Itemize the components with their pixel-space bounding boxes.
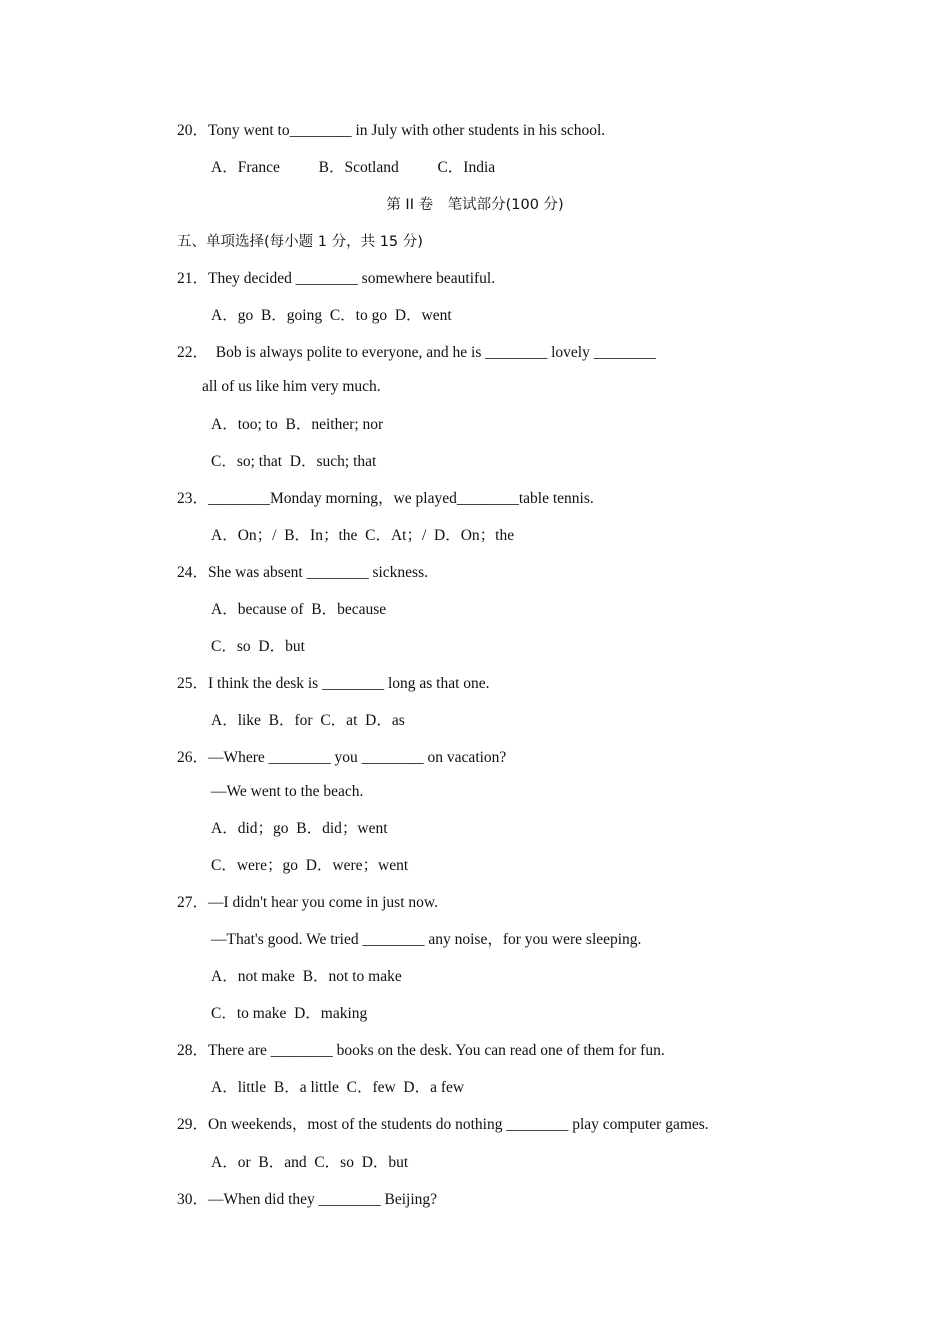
part-2-title: 第 II 卷 笔试部分(100 分) <box>386 197 564 213</box>
question-24-options-b: C．so D．but <box>211 638 305 655</box>
question-26-reply: —We went to the beach. <box>211 783 364 800</box>
section-5-title: 五、单项选择(每小题 1 分，共 15 分) <box>177 234 423 250</box>
question-22-options-b: C．so; that D．such; that <box>211 453 377 470</box>
question-24: 24．She was absent ________ sickness. <box>177 564 428 581</box>
question-22-continuation: all of us like him very much. <box>202 378 381 395</box>
question-27-options-b: C．to make D．making <box>211 1005 368 1022</box>
question-26: 26．—Where ________ you ________ on vacation? <box>177 749 507 766</box>
question-25-options: A．like B．for C．at D．as <box>211 712 405 729</box>
question-22: 22． Bob is always polite to everyone, and he is ________ lovely ________ <box>177 344 656 361</box>
question-30: 30．—When did they ________ Beijing? <box>177 1191 438 1208</box>
question-21: 21．They decided ________ somewhere beautiful. <box>177 270 496 287</box>
question-29: 29．On weekends，most of the students do nothing ________ play computer games. <box>177 1116 709 1133</box>
question-28-options: A．little B．a little C．few D．a few <box>211 1079 465 1096</box>
question-26-options-b: C．were；go D．were；went <box>211 857 409 874</box>
question-27-reply: —That's good. We tried ________ any noise，for you were sleeping. <box>211 931 642 948</box>
question-29-options: A．or B．and C．so D．but <box>211 1154 409 1171</box>
question-25: 25．I think the desk is ________ long as that one. <box>177 675 490 692</box>
question-27: 27．—I didn't hear you come in just now. <box>177 894 438 911</box>
question-26-options-a: A．did；go B．did；went <box>211 820 388 837</box>
question-28: 28．There are ________ books on the desk. You can read one of them for fun. <box>177 1042 665 1059</box>
question-21-options: A．go B．going C．to go D．went <box>211 307 452 324</box>
question-20-options: A．France B．Scotland C．India <box>211 159 496 176</box>
question-20: 20．Tony went to________ in July with other students in his school. <box>177 122 606 139</box>
question-27-options-a: A．not make B．not to make <box>211 968 402 985</box>
question-23-options: A．On；/ B．In；the C．At；/ D．On；the <box>211 527 515 544</box>
question-24-options-a: A．because of B．because <box>211 601 387 618</box>
question-22-options-a: A．too; to B．neither; nor <box>211 416 384 433</box>
question-23: 23．________Monday morning，we played________table tennis. <box>177 490 594 507</box>
